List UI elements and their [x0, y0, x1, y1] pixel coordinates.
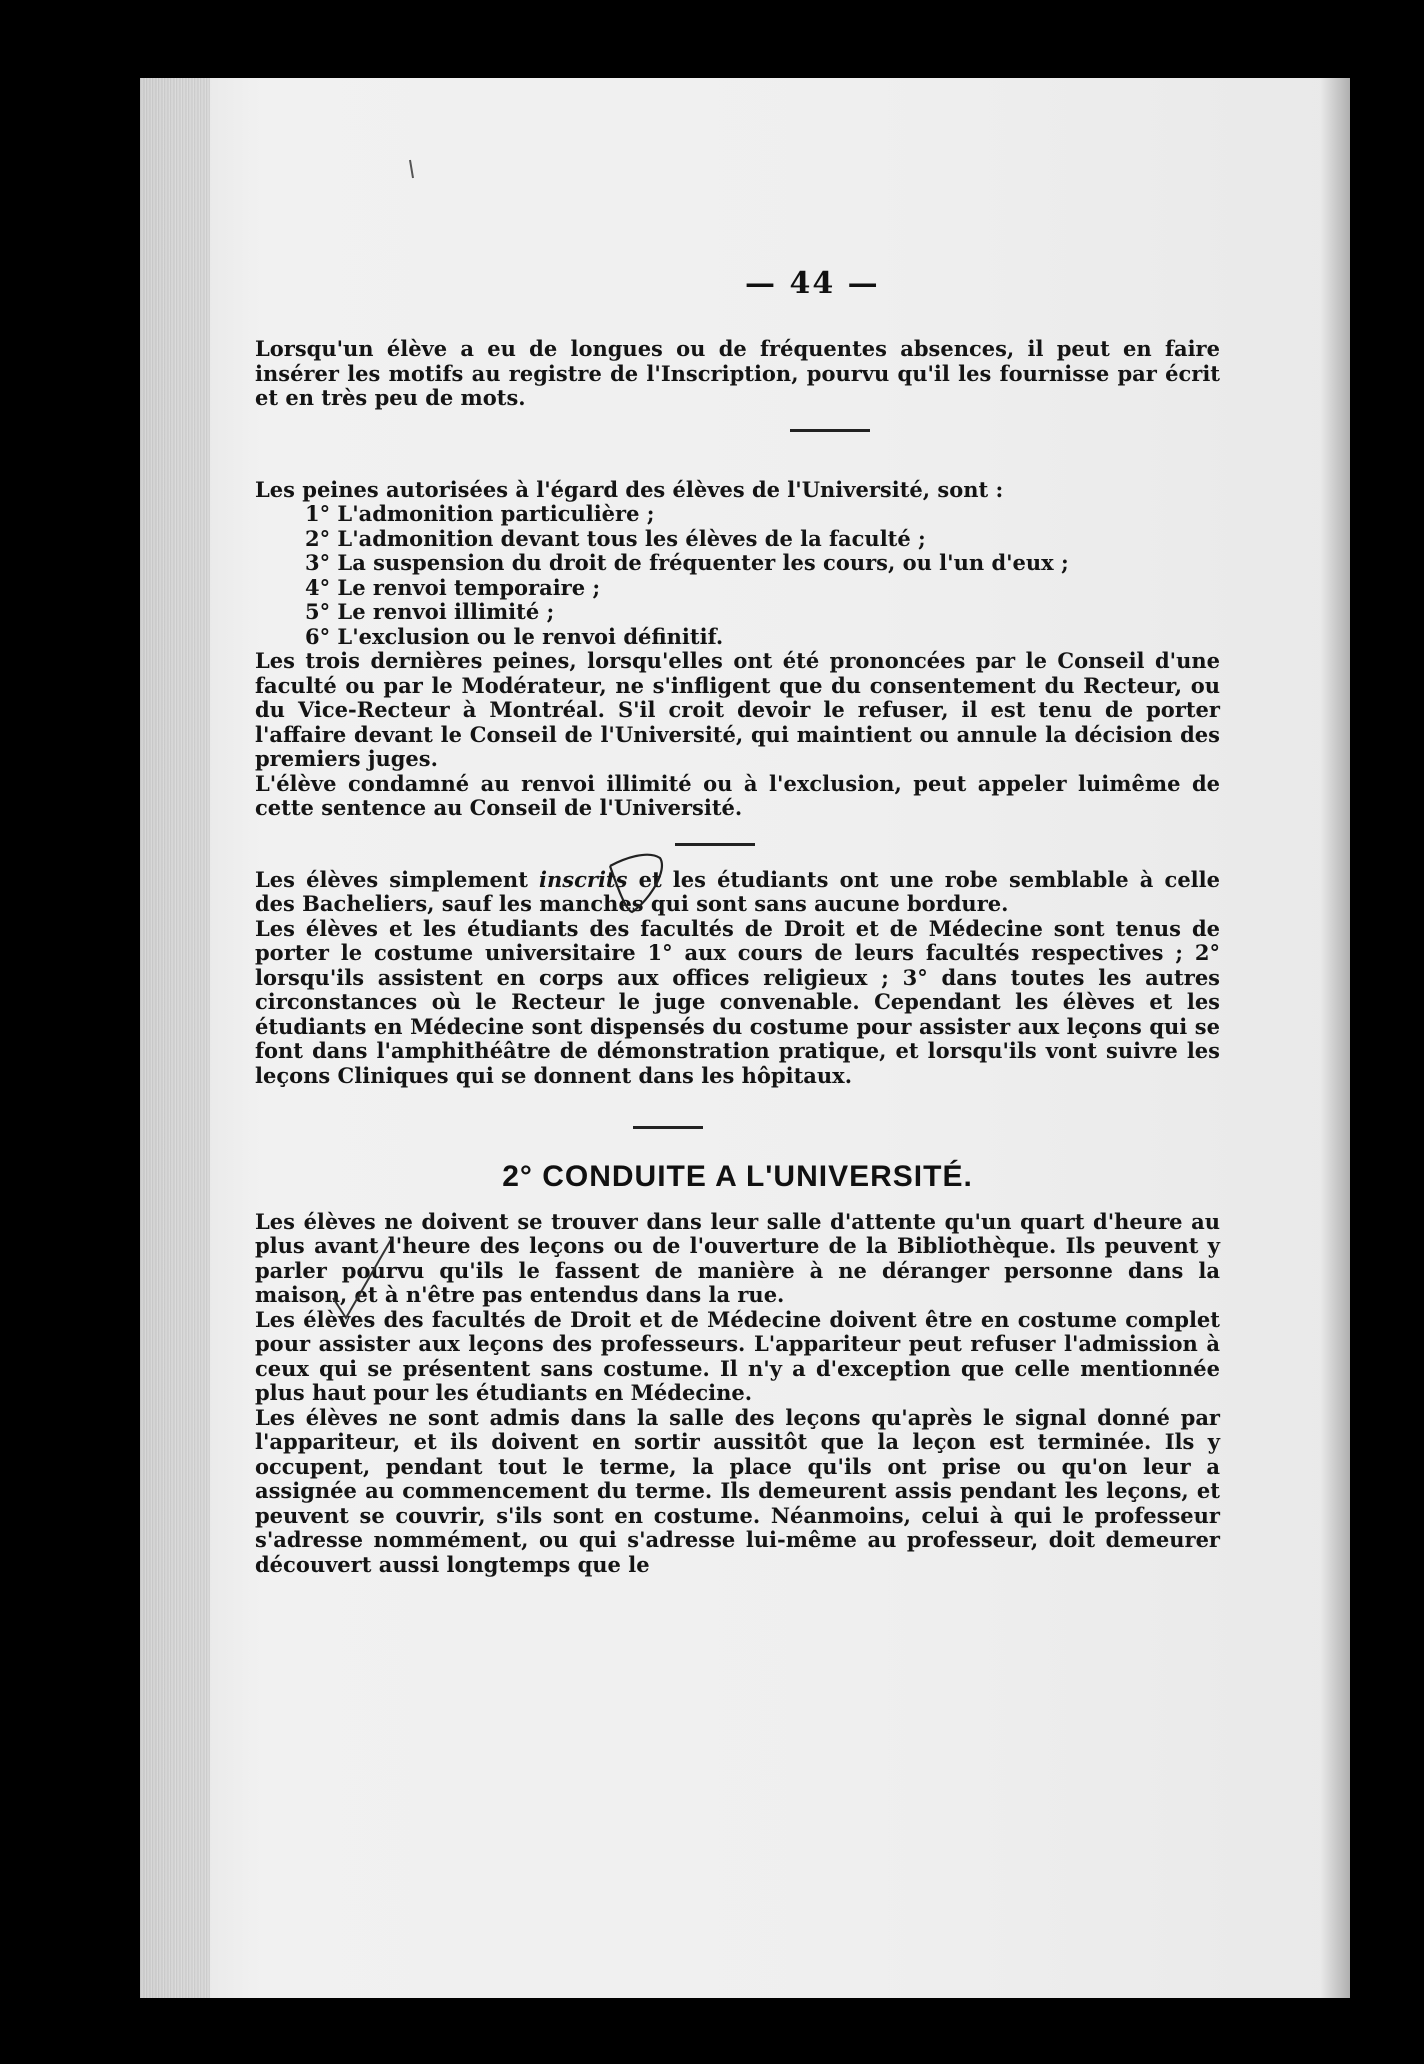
conduct-paragraph-3: Les élèves ne sont admis dans la salle des leçons qu'après le signal donné par l'appariteur, et ils doivent en sortir aussitôt que la leçon est terminée. Ils y occupent, pendant tout le terme, la place qu'ils ont prise ou qu'on leur a assignée au commencement du terme. Ils demeurent assis pendant les leçons, et peuvent se couvrir, s'ils sont en costume. Néanmoins, celui à qui le professeur s'adresse nommément, ou qui s'adresse lui-même au professeur, doit demeurer découvert aussi longtemps que le: [255, 1404, 1220, 1577]
page-number: — 44 —: [745, 266, 880, 301]
penalties-paragraph-2: L'élève condamné au renvoi illimité ou à l'exclusion, peut appeler luimême de cette sentence au Conseil de l'Université.: [255, 770, 1220, 820]
section-heading: 2° CONDUITE A L'UNIVERSITÉ.: [502, 1160, 973, 1193]
pencil-loop-mark: [610, 855, 662, 912]
costume-paragraph-2: Les élèves et les étudiants des facultés de Droit et de Médecine sont tenus de porter le costume universitaire 1° aux cours de leurs facultés respectives ; 2° lorsqu'ils assistent en corps aux offices religieux ; 3° dans toutes les autres circonstances où le Recteur le juge convenable. Cependant les élèves et les étudiants en Médecine sont dispensés du costume pour assister aux leçons qui se font dans l'amphithéâtre de démonstration pratique, et lorsqu'ils vont suivre les leçons Cliniques qui se donnent dans les hôpitaux.: [255, 915, 1220, 1088]
penalties-paragraph-1: Les trois dernières peines, lorsqu'elles ont été prononcées par le Conseil d'une faculté ou par le Modérateur, ne s'infligent que du consentement du Recteur, ou du Vice-Recteur à Montréal. S'il croit devoir le refuser, il est tenu de porter l'affaire devant le Conseil de l'Université, qui maintient ou annule la décision des premiers juges.: [255, 648, 1220, 771]
penalty-item: 2° L'admonition devant tous les élèves de la faculté ;: [305, 525, 926, 551]
conduct-paragraph-2: Les élèves des facultés de Droit et de Médecine doivent être en costume complet pour assister aux leçons des professeurs. L'appariteur peut refuser l'admission à ceux qui se présentent sans costume. Il n'y a d'exception que celle mentionnée plus haut pour les étudiants en Médecine.: [255, 1306, 1220, 1405]
penalty-item: 6° L'exclusion ou le renvoi définitif.: [305, 623, 724, 649]
conduct-paragraph-1: Les élèves ne doivent se trouver dans leur salle d'attente qu'un quart d'heure au plus avant l'heure des leçons ou de l'ouverture de la Bibliothèque. Ils peuvent y parler pourvu qu'ils le fassent de manière à ne déranger personne dans la maison, et à n'être pas entendus dans la rue.: [255, 1208, 1220, 1307]
penalty-item: 1° L'admonition particulière ;: [305, 501, 655, 526]
pencil-check-mark: [333, 1238, 392, 1318]
penalty-item: 5° Le renvoi illimité ;: [305, 599, 555, 624]
costume-text-1: Les élèves simplement: [255, 866, 540, 892]
costume-text-2: et les étudiants ont une robe semblable à celle des Bacheliers, sauf les manches qui sont sans aucune bordure.: [255, 866, 1220, 916]
penalties-intro: Les peines autorisées à l'égard des élèves de l'Université, sont :: [255, 476, 1004, 502]
penalty-item: 4° Le renvoi temporaire ;: [305, 574, 601, 600]
penalty-item: 3° La suspension du droit de fréquenter les cours, ou l'un d'eux ;: [305, 550, 1069, 575]
margin-tick-mark: [410, 160, 413, 178]
intro-paragraph: Lorsqu'un élève a eu de longues ou de fréquentes absences, il peut en faire insérer les motifs au registre de l'Inscription, pourvu qu'il les fournisse par écrit et en très peu de mots.: [255, 336, 1220, 410]
costume-emphasis: inscrits: [539, 866, 628, 892]
